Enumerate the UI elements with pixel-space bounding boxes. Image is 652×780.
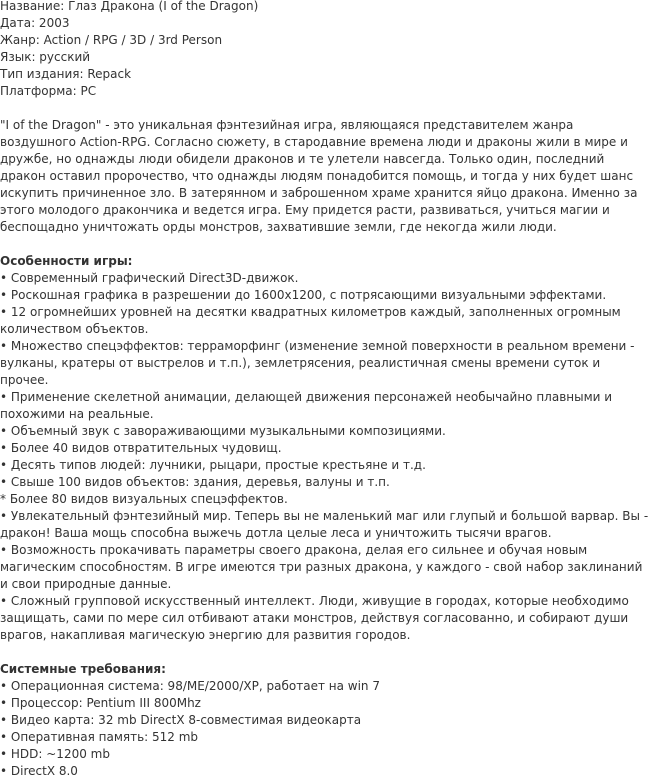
feature-item: • Возможность прокачивать параметры своего дракона, делая его сильнее и обучая новым магическим способностям. В игре имеются три разных дракона, у каждого - свой набор заклинаний и свои природные данные. xyxy=(0,543,643,591)
feature-item: • Свыше 100 видов объектов: здания, деревья, валуны и т.п. xyxy=(0,475,390,489)
feature-item: • 12 огромнейших уровней на десятки квадратных километров каждый, заполненных огромным количеством объектов. xyxy=(0,305,621,336)
spacer xyxy=(0,236,652,253)
requirement-item: • DirectX 8.0 xyxy=(0,764,78,778)
feature-item: • Множество спецэффектов: терраморфинг (изменение земной поверхности в реальном времени - вулканы, кратеры от выстрелов и т.п.), землетрясения, реалистичная смены времени суток и прочее. xyxy=(0,339,635,387)
feature-item: • Увлекательный фэнтезийный мир. Теперь вы не маленький маг или глупый и большой варвар. Вы - дракон! Ваша мощь способна выжечь дотла целые леса и уничтожить тысячи врагов. xyxy=(0,509,649,540)
requirements-heading: Системные требования: xyxy=(0,662,166,676)
feature-item: • Десять типов людей: лучники, рыцари, простые крестьяне и т.д. xyxy=(0,458,426,472)
game-platform: Платформа: PC xyxy=(0,84,97,98)
game-genre: Жанр: Action / RPG / 3D / 3rd Person xyxy=(0,33,223,47)
requirements-list xyxy=(0,678,652,780)
feature-item: • Современный графический Direct3D-движок. xyxy=(0,271,299,285)
feature-item: • Применение скелетной анимации, делающей движения персонажей необычайно плавными и похожими на реальные. xyxy=(0,390,613,421)
requirement-item: • Процессор: Pentium III 800Mhz xyxy=(0,696,201,710)
features-heading: Особенности игры: xyxy=(0,254,133,268)
spacer xyxy=(0,100,652,117)
feature-item: • Более 40 видов отвратительных чудовищ. xyxy=(0,441,282,455)
feature-item: • Роскошная графика в разрешении до 1600x1200, с потрясающими визуальными эффектами. xyxy=(0,288,607,302)
feature-item: • Сложный групповой искусственный интеллект. Люди, живущие в городах, которые необходимо защищать, сами по мере сил отбивают атаки монстров, действуя согласованно, и собирают души врагов, накапливая магическую энергию для развития городов. xyxy=(0,594,629,642)
edition-type: Тип издания: Repack xyxy=(0,67,132,81)
feature-item: • Объемный звук с завораживающими музыкальными композициями. xyxy=(0,424,446,438)
release-date: Дата: 2003 xyxy=(0,16,70,30)
requirement-item: • Оперативная память: 512 mb xyxy=(0,730,199,744)
requirement-item: • Видео карта: 32 mb DirectX 8-совместимая видеокарта xyxy=(0,713,362,727)
game-description: "I of the Dragon" - это уникальная фэнтезийная игра, являющаяся представителем жанра воздушного Action-RPG. Согласно сюжету, в стародавние времена люди и драконы жили в мире и дружбе, но однажды люди обидели драконов и те улетели навсегда. Только один, последний дракон оставил пророчество, что однажды людям понадобится помощь, и тогда у них будет шанс искупить причиненное зло. В затерянном и заброшенном храме хранится яйцо дракона. Именно за этого молодого дракончика и ведется игра. Ему придется расти, развиваться, учиться магии и беспощадно уничтожать орды монстров, захватившие земли, где некогда жили люди. xyxy=(0,118,638,234)
requirement-item: • HDD: ~1200 mb xyxy=(0,747,110,761)
game-name: Название: Глаз Дракона (I of the Dragon) xyxy=(0,0,259,13)
requirement-item: • Операционная система: 98/ME/2000/XP, работает на win 7 xyxy=(0,679,380,693)
game-language: Язык: русский xyxy=(0,50,91,64)
spacer xyxy=(0,644,652,661)
features-list xyxy=(0,270,652,644)
feature-item: * Более 80 видов визуальных спецэффектов. xyxy=(0,492,288,506)
